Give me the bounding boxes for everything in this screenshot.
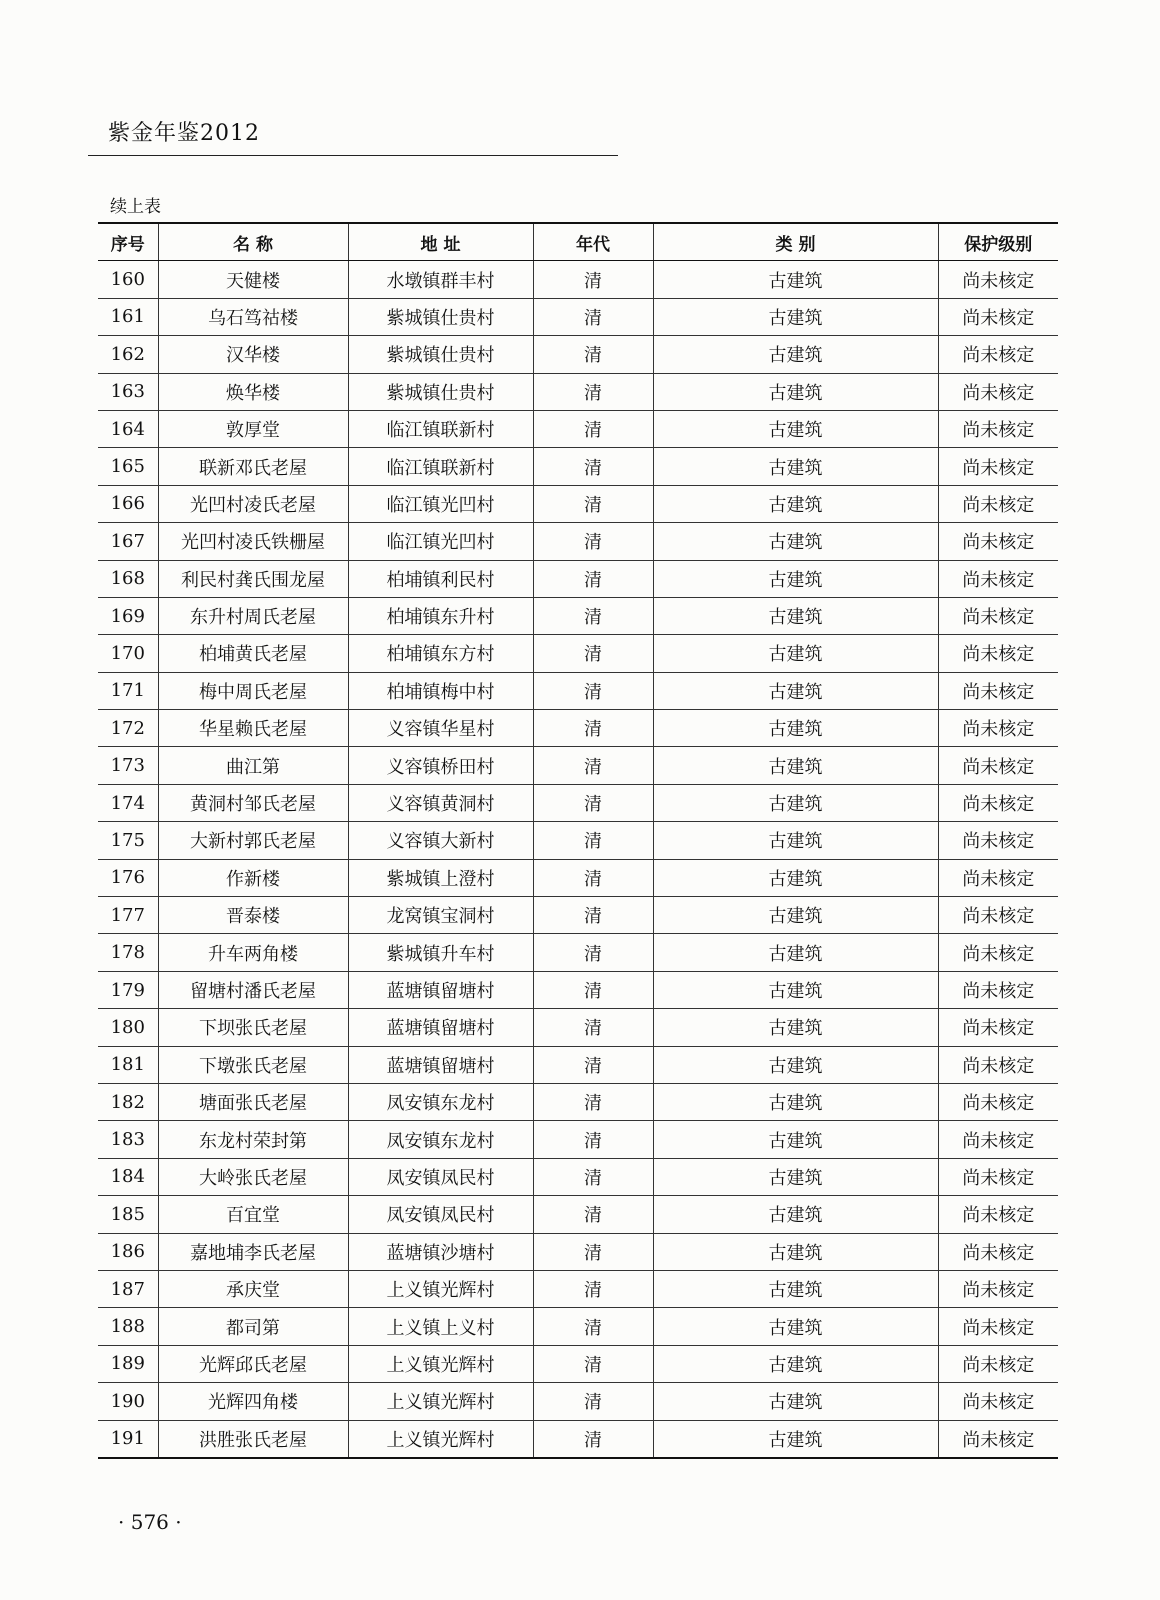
cell-no: 185 [98,1196,158,1233]
cell-category: 古建筑 [653,410,938,447]
cell-protection-level: 尚未核定 [938,822,1058,859]
cell-name: 晋泰楼 [158,897,348,934]
cell-name: 东升村周氏老屋 [158,597,348,634]
column-header-no: 序号 [98,223,158,261]
cell-address: 紫城镇仕贵村 [348,298,533,335]
cell-no: 175 [98,822,158,859]
cell-protection-level: 尚未核定 [938,298,1058,335]
cell-protection-level: 尚未核定 [938,1121,1058,1158]
cell-category: 古建筑 [653,1383,938,1420]
cell-protection-level: 尚未核定 [938,1308,1058,1345]
cell-protection-level: 尚未核定 [938,897,1058,934]
cell-protection-level: 尚未核定 [938,710,1058,747]
cell-name: 留塘村潘氏老屋 [158,971,348,1008]
cell-address: 紫城镇仕贵村 [348,373,533,410]
cell-category: 古建筑 [653,1121,938,1158]
cell-address: 蓝塘镇留塘村 [348,971,533,1008]
cell-name: 光辉四角楼 [158,1383,348,1420]
cell-protection-level: 尚未核定 [938,373,1058,410]
cell-category: 古建筑 [653,897,938,934]
table-row [98,597,1058,634]
cell-era: 清 [533,710,653,747]
cell-name: 柏埔黄氏老屋 [158,635,348,672]
table-row [98,784,1058,821]
cell-name: 梅中周氏老屋 [158,672,348,709]
cell-address: 上义镇上义村 [348,1308,533,1345]
cell-no: 169 [98,597,158,634]
cell-no: 184 [98,1158,158,1195]
cell-no: 176 [98,859,158,896]
cell-protection-level: 尚未核定 [938,1196,1058,1233]
cell-address: 上义镇光辉村 [348,1420,533,1458]
cell-category: 古建筑 [653,635,938,672]
column-header-address: 地 址 [348,223,533,261]
cell-address: 柏埔镇东升村 [348,597,533,634]
heritage-table [98,222,1058,1459]
cell-name: 联新邓氏老屋 [158,448,348,485]
cell-category: 古建筑 [653,597,938,634]
cell-no: 170 [98,635,158,672]
cell-address: 紫城镇升车村 [348,934,533,971]
cell-protection-level: 尚未核定 [938,1345,1058,1382]
cell-name: 作新楼 [158,859,348,896]
cell-address: 义容镇华星村 [348,710,533,747]
cell-address: 凤安镇东龙村 [348,1083,533,1120]
cell-protection-level: 尚未核定 [938,672,1058,709]
table-row [98,448,1058,485]
cell-era: 清 [533,597,653,634]
cell-era: 清 [533,859,653,896]
cell-protection-level: 尚未核定 [938,485,1058,522]
table-row [98,859,1058,896]
cell-name: 东龙村荣封第 [158,1121,348,1158]
cell-category: 古建筑 [653,1420,938,1458]
cell-address: 临江镇光凹村 [348,485,533,522]
cell-protection-level: 尚未核定 [938,635,1058,672]
cell-era: 清 [533,485,653,522]
cell-no: 172 [98,710,158,747]
cell-name: 大新村郭氏老屋 [158,822,348,859]
cell-no: 189 [98,1345,158,1382]
table-row [98,897,1058,934]
cell-address: 紫城镇上澄村 [348,859,533,896]
cell-category: 古建筑 [653,1046,938,1083]
cell-no: 162 [98,336,158,373]
cell-era: 清 [533,784,653,821]
cell-protection-level: 尚未核定 [938,1420,1058,1458]
table-row [98,1270,1058,1307]
table-row [98,1420,1058,1458]
cell-era: 清 [533,822,653,859]
cell-name: 天健楼 [158,261,348,298]
cell-era: 清 [533,298,653,335]
table-row [98,410,1058,447]
table-row [98,1083,1058,1120]
column-header-name: 名 称 [158,223,348,261]
table-row [98,747,1058,784]
cell-category: 古建筑 [653,710,938,747]
cell-era: 清 [533,1345,653,1382]
cell-no: 173 [98,747,158,784]
cell-name: 乌石笃祜楼 [158,298,348,335]
cell-protection-level: 尚未核定 [938,971,1058,1008]
cell-category: 古建筑 [653,448,938,485]
cell-address: 凤安镇凤民村 [348,1158,533,1195]
cell-no: 165 [98,448,158,485]
cell-category: 古建筑 [653,859,938,896]
cell-no: 182 [98,1083,158,1120]
cell-category: 古建筑 [653,1270,938,1307]
cell-era: 清 [533,373,653,410]
table-row [98,523,1058,560]
cell-no: 179 [98,971,158,1008]
cell-protection-level: 尚未核定 [938,1009,1058,1046]
table-row [98,298,1058,335]
cell-address: 龙窝镇宝洞村 [348,897,533,934]
table-row [98,1196,1058,1233]
cell-address: 临江镇光凹村 [348,523,533,560]
cell-category: 古建筑 [653,485,938,522]
cell-category: 古建筑 [653,560,938,597]
cell-category: 古建筑 [653,261,938,298]
column-header-category: 类 别 [653,223,938,261]
table-row [98,934,1058,971]
cell-era: 清 [533,1420,653,1458]
cell-protection-level: 尚未核定 [938,410,1058,447]
cell-era: 清 [533,1009,653,1046]
cell-address: 义容镇大新村 [348,822,533,859]
column-header-protection-level: 保护级别 [938,223,1058,261]
cell-category: 古建筑 [653,822,938,859]
cell-address: 蓝塘镇留塘村 [348,1046,533,1083]
cell-no: 160 [98,261,158,298]
cell-name: 下墩张氏老屋 [158,1046,348,1083]
table-row [98,1383,1058,1420]
cell-no: 166 [98,485,158,522]
cell-no: 168 [98,560,158,597]
cell-address: 蓝塘镇沙塘村 [348,1233,533,1270]
cell-era: 清 [533,747,653,784]
cell-era: 清 [533,1383,653,1420]
page-number: · 576 · [118,1510,182,1534]
cell-name: 曲江第 [158,747,348,784]
cell-no: 167 [98,523,158,560]
header-rule [88,155,618,156]
cell-address: 临江镇联新村 [348,448,533,485]
cell-no: 191 [98,1420,158,1458]
cell-era: 清 [533,336,653,373]
cell-protection-level: 尚未核定 [938,560,1058,597]
cell-address: 义容镇黄洞村 [348,784,533,821]
cell-category: 古建筑 [653,971,938,1008]
table-row [98,336,1058,373]
cell-address: 柏埔镇东方村 [348,635,533,672]
table-header-row [98,223,1058,261]
cell-category: 古建筑 [653,336,938,373]
cell-name: 光凹村凌氏铁栅屋 [158,523,348,560]
column-header-era: 年代 [533,223,653,261]
cell-category: 古建筑 [653,672,938,709]
cell-no: 186 [98,1233,158,1270]
cell-category: 古建筑 [653,1009,938,1046]
cell-address: 上义镇光辉村 [348,1345,533,1382]
cell-no: 180 [98,1009,158,1046]
cell-name: 光辉邱氏老屋 [158,1345,348,1382]
cell-era: 清 [533,934,653,971]
cell-address: 上义镇光辉村 [348,1383,533,1420]
table-row [98,261,1058,298]
cell-name: 百宜堂 [158,1196,348,1233]
cell-no: 187 [98,1270,158,1307]
cell-address: 凤安镇东龙村 [348,1121,533,1158]
table-row [98,1046,1058,1083]
cell-era: 清 [533,448,653,485]
table-row [98,635,1058,672]
cell-address: 凤安镇凤民村 [348,1196,533,1233]
table-row [98,1009,1058,1046]
table-row [98,822,1058,859]
continuation-note: 续上表 [110,197,161,217]
cell-no: 181 [98,1046,158,1083]
table-row [98,971,1058,1008]
cell-protection-level: 尚未核定 [938,1083,1058,1120]
cell-no: 164 [98,410,158,447]
cell-name: 焕华楼 [158,373,348,410]
cell-name: 升车两角楼 [158,934,348,971]
cell-era: 清 [533,1196,653,1233]
table-row [98,1308,1058,1345]
cell-address: 水墩镇群丰村 [348,261,533,298]
cell-era: 清 [533,410,653,447]
cell-protection-level: 尚未核定 [938,261,1058,298]
cell-protection-level: 尚未核定 [938,784,1058,821]
table-row [98,485,1058,522]
cell-name: 塘面张氏老屋 [158,1083,348,1120]
cell-protection-level: 尚未核定 [938,859,1058,896]
cell-address: 上义镇光辉村 [348,1270,533,1307]
cell-no: 188 [98,1308,158,1345]
cell-name: 承庆堂 [158,1270,348,1307]
table-row [98,1121,1058,1158]
cell-no: 177 [98,897,158,934]
table-row [98,560,1058,597]
cell-address: 柏埔镇利民村 [348,560,533,597]
cell-protection-level: 尚未核定 [938,934,1058,971]
cell-era: 清 [533,635,653,672]
cell-category: 古建筑 [653,1345,938,1382]
cell-era: 清 [533,672,653,709]
cell-category: 古建筑 [653,1196,938,1233]
cell-no: 190 [98,1383,158,1420]
table-row [98,710,1058,747]
cell-no: 161 [98,298,158,335]
cell-address: 蓝塘镇留塘村 [348,1009,533,1046]
table-row [98,1345,1058,1382]
cell-era: 清 [533,1083,653,1120]
cell-address: 临江镇联新村 [348,410,533,447]
cell-category: 古建筑 [653,1308,938,1345]
cell-protection-level: 尚未核定 [938,747,1058,784]
table-row [98,672,1058,709]
cell-address: 柏埔镇梅中村 [348,672,533,709]
table-row [98,1233,1058,1270]
cell-category: 古建筑 [653,1233,938,1270]
cell-protection-level: 尚未核定 [938,597,1058,634]
cell-era: 清 [533,261,653,298]
cell-era: 清 [533,1158,653,1195]
cell-name: 光凹村凌氏老屋 [158,485,348,522]
cell-protection-level: 尚未核定 [938,1233,1058,1270]
cell-name: 洪胜张氏老屋 [158,1420,348,1458]
cell-category: 古建筑 [653,298,938,335]
cell-category: 古建筑 [653,934,938,971]
cell-name: 都司第 [158,1308,348,1345]
cell-category: 古建筑 [653,1158,938,1195]
cell-name: 下坝张氏老屋 [158,1009,348,1046]
table-body [98,261,1058,1458]
cell-name: 敦厚堂 [158,410,348,447]
cell-no: 174 [98,784,158,821]
cell-name: 黄洞村邹氏老屋 [158,784,348,821]
cell-name: 华星赖氏老屋 [158,710,348,747]
cell-no: 183 [98,1121,158,1158]
cell-era: 清 [533,897,653,934]
cell-protection-level: 尚未核定 [938,1158,1058,1195]
cell-era: 清 [533,1308,653,1345]
cell-name: 利民村龚氏围龙屋 [158,560,348,597]
cell-no: 163 [98,373,158,410]
cell-address: 义容镇桥田村 [348,747,533,784]
cell-no: 178 [98,934,158,971]
cell-name: 大岭张氏老屋 [158,1158,348,1195]
cell-era: 清 [533,1270,653,1307]
cell-category: 古建筑 [653,747,938,784]
cell-era: 清 [533,1233,653,1270]
table-row [98,1158,1058,1195]
cell-no: 171 [98,672,158,709]
cell-era: 清 [533,1046,653,1083]
cell-era: 清 [533,523,653,560]
cell-era: 清 [533,560,653,597]
cell-era: 清 [533,971,653,1008]
cell-address: 紫城镇仕贵村 [348,336,533,373]
cell-category: 古建筑 [653,523,938,560]
cell-era: 清 [533,1121,653,1158]
running-head: 紫金年鉴2012 [108,121,260,146]
cell-protection-level: 尚未核定 [938,448,1058,485]
cell-name: 嘉地埔李氏老屋 [158,1233,348,1270]
cell-protection-level: 尚未核定 [938,523,1058,560]
cell-category: 古建筑 [653,373,938,410]
cell-name: 汉华楼 [158,336,348,373]
cell-protection-level: 尚未核定 [938,1383,1058,1420]
cell-protection-level: 尚未核定 [938,336,1058,373]
cell-category: 古建筑 [653,784,938,821]
table-row [98,373,1058,410]
cell-category: 古建筑 [653,1083,938,1120]
cell-protection-level: 尚未核定 [938,1270,1058,1307]
cell-protection-level: 尚未核定 [938,1046,1058,1083]
